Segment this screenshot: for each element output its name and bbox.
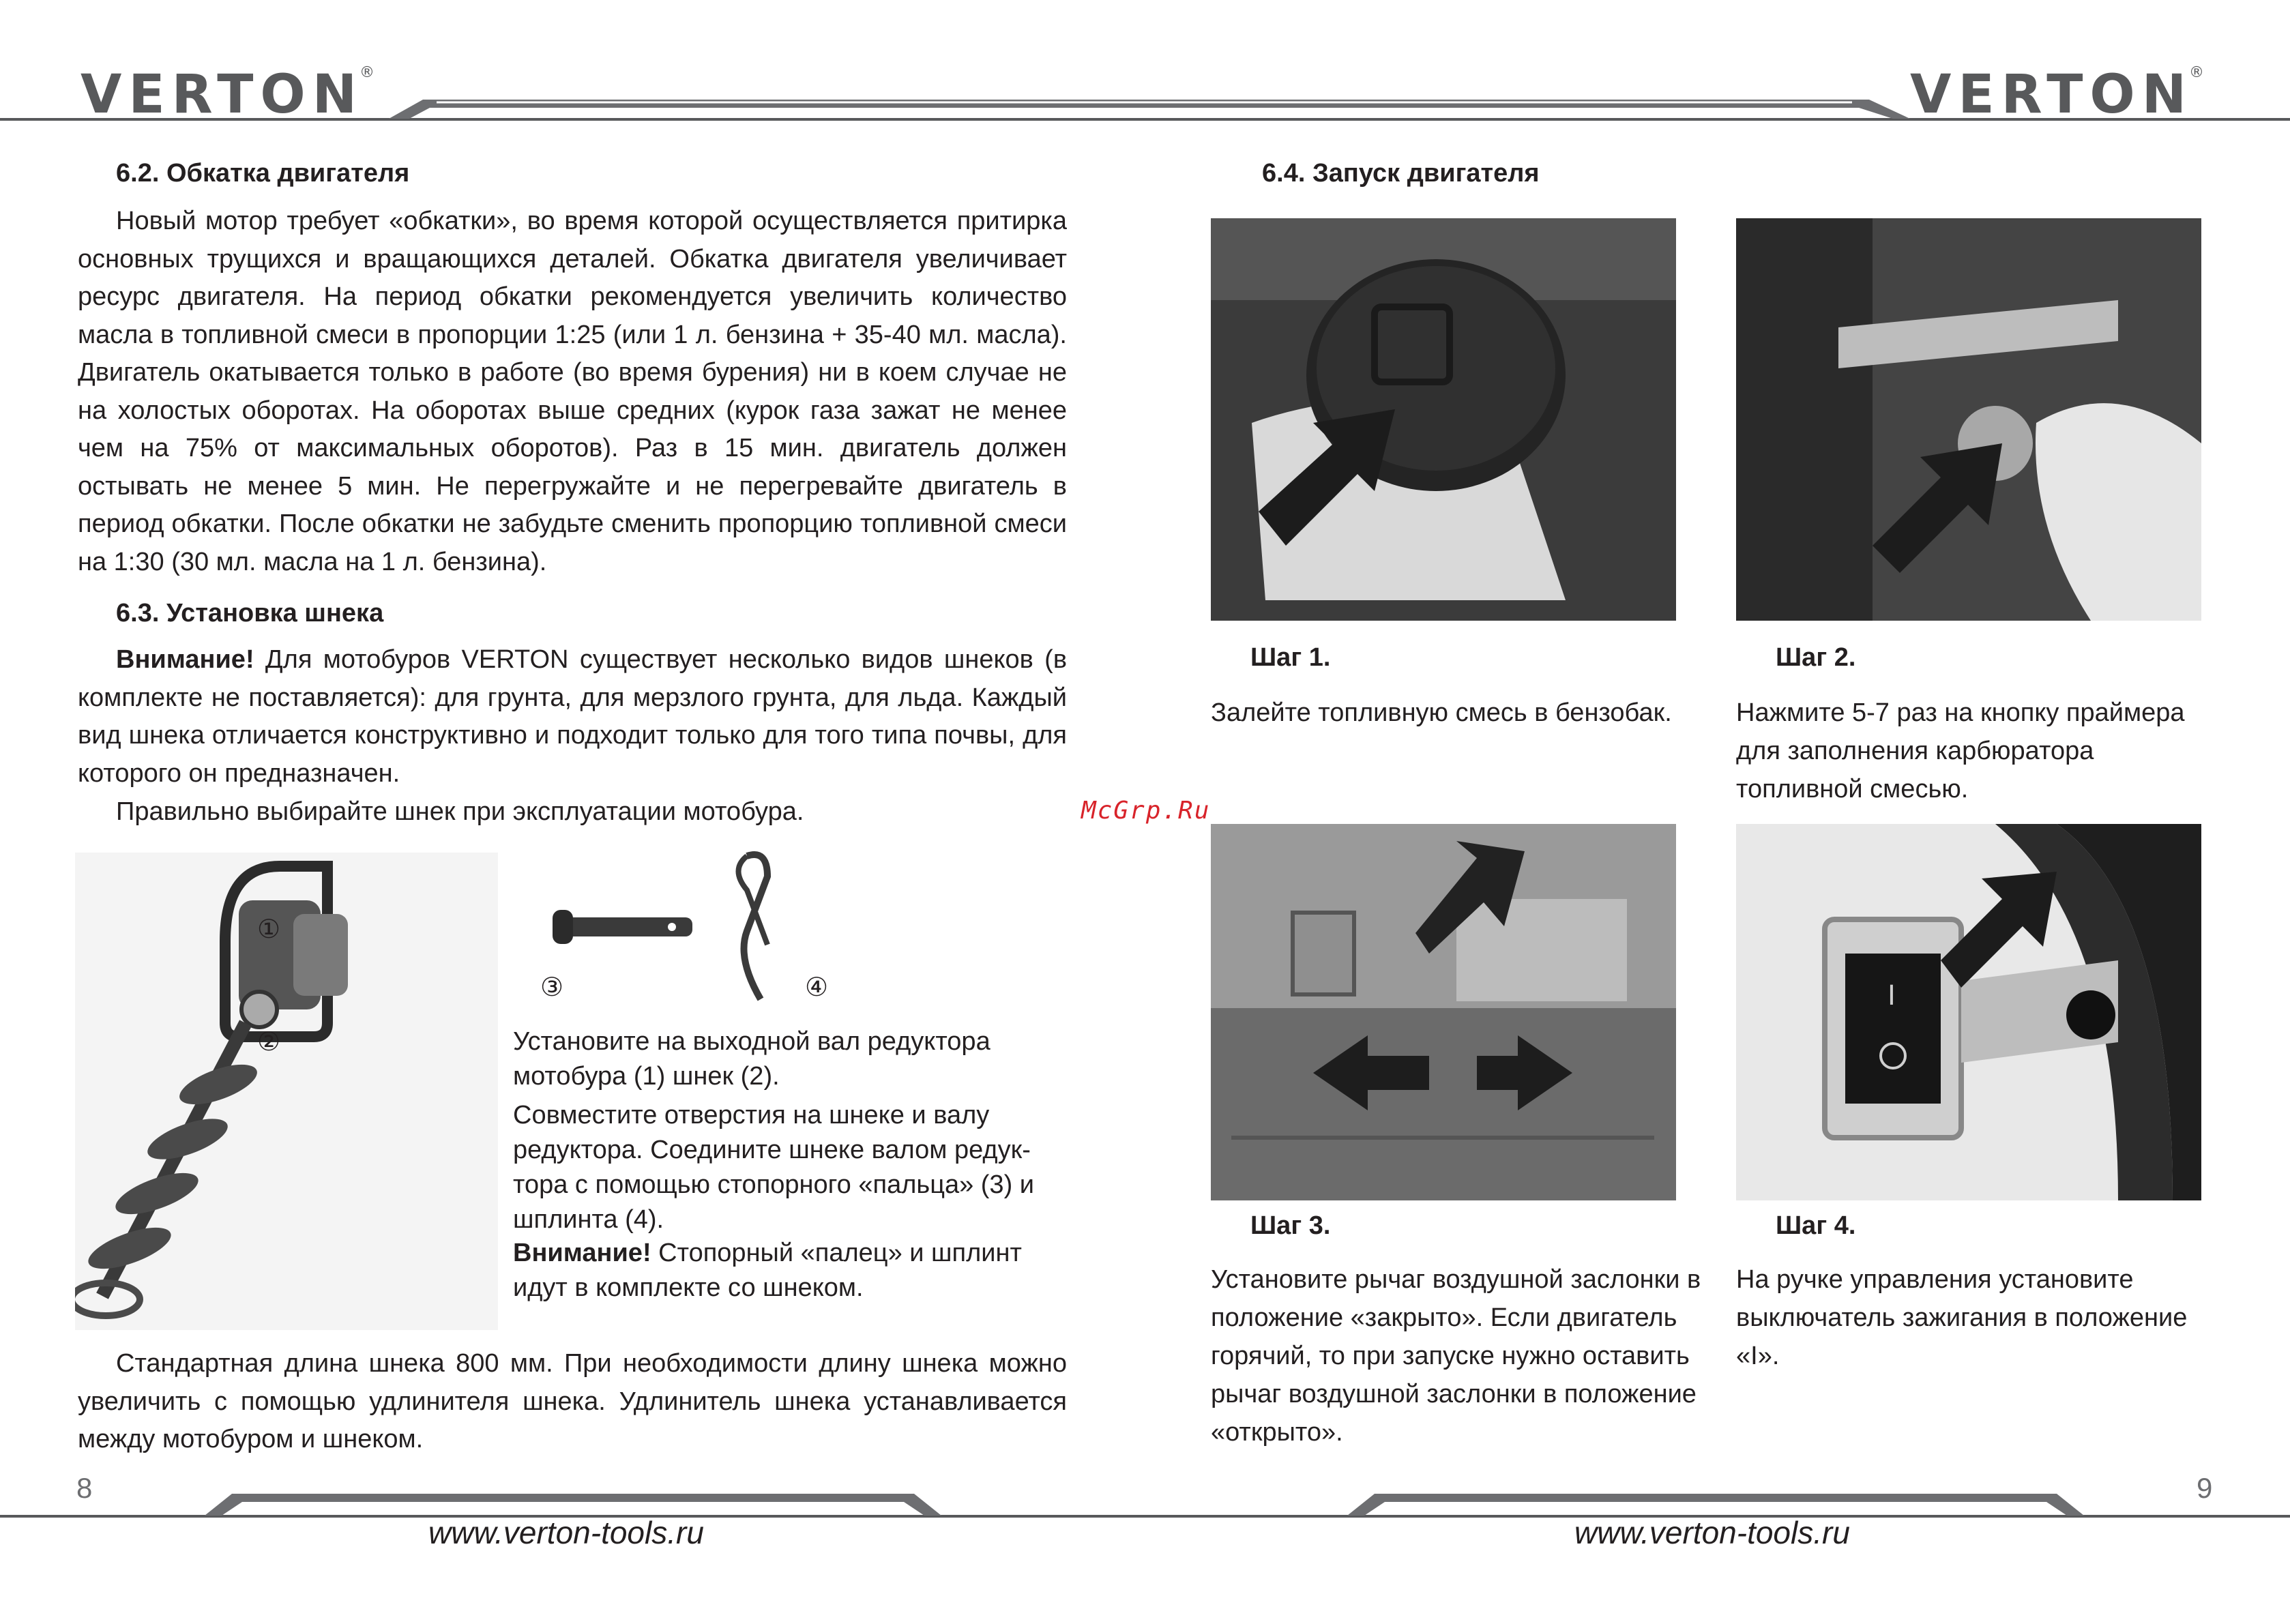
section-6-3-advice: Правильно выбирайте шнек при эксплуатации мотобура. (116, 797, 804, 826)
step-4-photo (1736, 824, 2201, 1200)
section-heading-6-2: 6.2. Обкатка двигателя (116, 159, 410, 188)
page-number-left: 8 (76, 1472, 93, 1504)
callout-2: ② (257, 1028, 281, 1057)
auger-drill-illustration (75, 853, 498, 1330)
figure-note: Внимание! Стопорный «палец» и шплинт идут в комплекте со шнеком. (513, 1239, 1022, 1302)
cotter-pin-illustration (720, 849, 788, 1006)
step-4-text: На ручке управления установите выключатель зажигания в положение «I». (1736, 1265, 2188, 1370)
figure-step-a: Установите на выходной вал редуктора мотобура (1) шнек (2). (513, 1027, 990, 1091)
watermark: McGrp.Ru (1081, 797, 1211, 825)
step-3-text: Установите рычаг воздушной заслонки в положение «закрыто». Если двигатель горячий, то при запуске нужно оставить рычаг воздушной заслонки в положение «открыто». (1211, 1265, 1701, 1447)
step-1-photo (1211, 218, 1676, 621)
header-rule (0, 89, 2290, 130)
callout-3: ③ (540, 973, 564, 1002)
page-number-right: 9 (2197, 1472, 2213, 1504)
locking-pin-illustration (549, 900, 699, 955)
closing-paragraph: Стандартная длина шнека 800 мм. При необходимости длину шнека можно увеличить с помощью удлинителя шнека. Удлинитель шнека устанавливается между мотобуром и шнеком. (78, 1349, 1067, 1453)
step-4-label: Шаг 4. (1776, 1211, 1856, 1240)
section-heading-6-4: 6.4. Запуск двигателя (1262, 159, 1540, 188)
footer-rule (0, 1486, 2290, 1520)
footer-url-right[interactable]: www.verton-tools.ru (1574, 1515, 1850, 1550)
step-1-text: Залейте топливную смесь в бензобак. (1211, 698, 1672, 727)
svg-text:I: I (1888, 980, 1896, 1012)
footer-url-left[interactable]: www.verton-tools.ru (428, 1515, 704, 1550)
callout-1: ① (257, 915, 281, 944)
step-1-label: Шаг 1. (1250, 643, 1331, 672)
section-6-2-body: Новый мотор требует «обкатки», во время которой осуществляется притирка основных трущихся и вращающихся деталей. Обкатка двигателя увеличивает ресурс двигателя. На период обкатки рекомендуется увеличить количество масла в топливной смеси в пропорции 1:25 (или 1 л. бензина + 35-40 мл. масла). Двигатель окатывается только в работе (во время бурения) ни в коем случае не на холостых оборотах. На оборотах выше средних (курок газа зажат не менее чем на 75% от максимальных оборотов). Раз в 15 мин. двигатель должен остывать не менее 5 мин. Не перегружайте и не перегревайте двигатель в период обкатки. После обкатки не забудьте сменить пропорцию топливной смеси на 1:30 (30 мл. масла на 1 л. бензина). (78, 207, 1067, 576)
section-6-3-warning: Внимание! Для мотобуров VERTON существует несколько видов шнеков (в комплекте не поставляется): для грунта, для мерзлого грунта, для льда. Каждый вид шнека отличается конструктивно и подходит только для того типа почвы, для которого он предназначен. (78, 645, 1067, 788)
step-2-label: Шаг 2. (1776, 643, 1856, 672)
step-2-text: Нажмите 5-7 раз на кнопку праймера для заполнения карбюратора топливной смесью. (1736, 698, 2185, 803)
brand-logo-right: VERTON® (1910, 64, 2204, 126)
callout-4: ④ (805, 973, 829, 1002)
step-2-photo (1736, 218, 2201, 621)
brand-logo-left: VERTON® (80, 64, 375, 126)
section-heading-6-3: 6.3. Установка шнека (116, 599, 384, 628)
step-3-label: Шаг 3. (1250, 1211, 1331, 1240)
step-3-photo (1211, 824, 1676, 1200)
figure-step-b: Совместите отверстия на шнеке и валу редуктора. Соедините шнеке валом редук-тора с помощью стопорного «пальца» (3) и шплинта (4). (513, 1101, 1035, 1234)
